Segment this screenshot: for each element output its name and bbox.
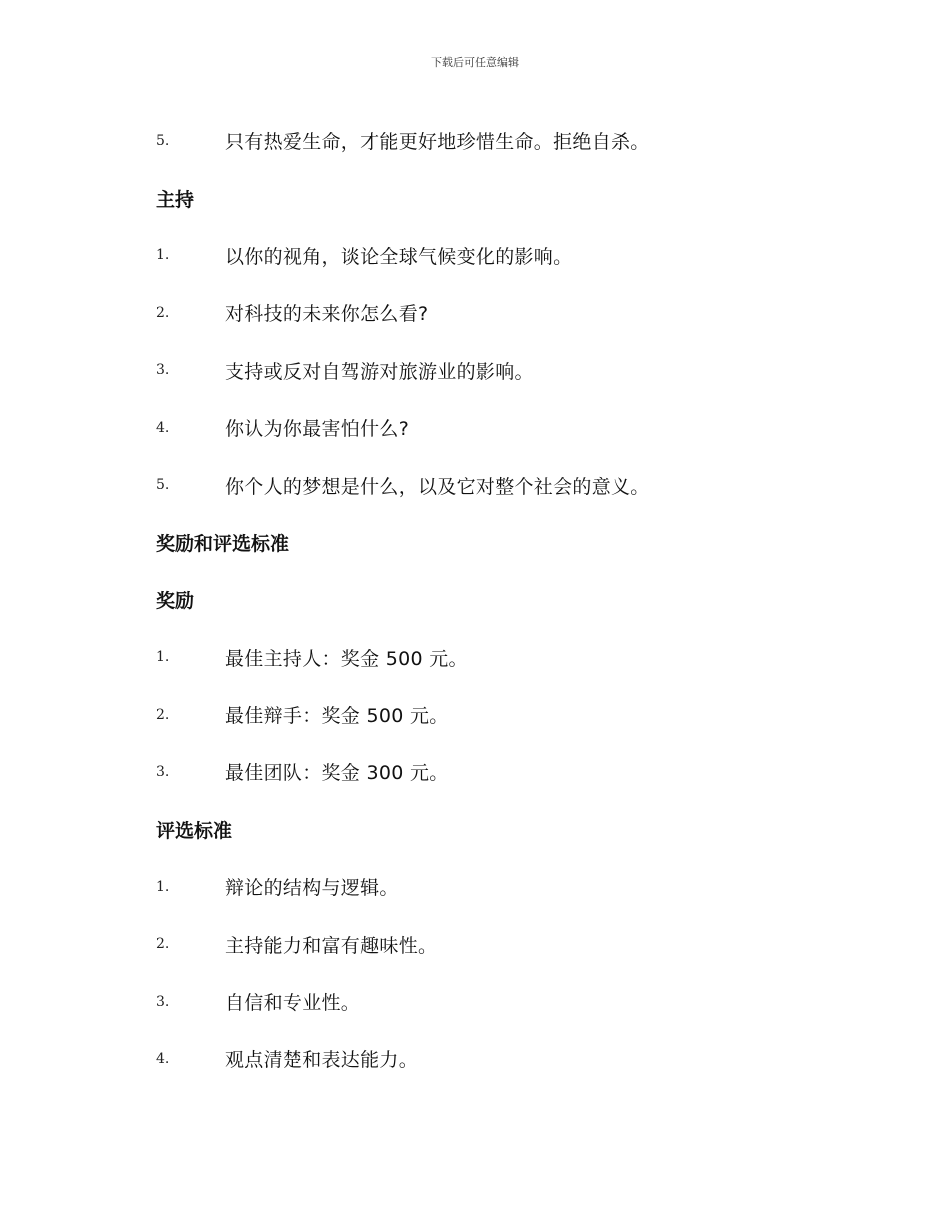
list-text: 最佳辩手：奖金 500 元。 [225, 705, 449, 728]
section-heading-awards [156, 571, 856, 628]
list-item [156, 456, 856, 513]
heading-text: 评选标准 [156, 819, 233, 842]
list-number: 3. [156, 763, 170, 780]
list-number: 1. [156, 878, 170, 895]
section-heading-hosting [156, 169, 856, 226]
list-item [156, 915, 856, 972]
heading-text: 奖励和评选标准 [156, 532, 290, 555]
list-item [156, 399, 856, 456]
list-item [156, 284, 856, 341]
list-item [156, 227, 856, 284]
list-item [156, 686, 856, 743]
heading-text: 主持 [156, 188, 195, 211]
list-number: 4. [156, 1050, 170, 1067]
list-text: 主持能力和富有趣味性。 [225, 934, 438, 957]
list-item [156, 629, 856, 686]
list-text: 你个人的梦想是什么，以及它对整个社会的意义。 [225, 475, 650, 498]
list-number: 3. [156, 362, 170, 379]
list-item [156, 112, 856, 169]
list-item [156, 858, 856, 915]
list-text: 观点清楚和表达能力。 [225, 1049, 419, 1072]
list-number: 5. [156, 132, 170, 149]
list-text: 以你的视角，谈论全球气候变化的影响。 [225, 245, 573, 268]
page-header: 下载后可任意编辑 [431, 56, 519, 69]
section-heading-criteria [156, 801, 856, 858]
list-number: 3. [156, 993, 170, 1010]
list-item [156, 743, 856, 800]
list-number: 2. [156, 304, 170, 321]
list-text: 最佳主持人：奖金 500 元。 [225, 647, 468, 670]
document-body [156, 112, 856, 1088]
section-heading-awards-criteria [156, 514, 856, 571]
list-number: 1. [156, 649, 170, 666]
list-number: 5. [156, 477, 170, 494]
list-text: 只有热爱生命，才能更好地珍惜生命。拒绝自杀。 [225, 131, 650, 154]
heading-text: 奖励 [156, 590, 195, 613]
list-number: 2. [156, 706, 170, 723]
list-item [156, 1030, 856, 1087]
list-number: 1. [156, 247, 170, 264]
list-item [156, 342, 856, 399]
list-text: 对科技的未来你怎么看? [225, 303, 429, 326]
list-text: 最佳团队：奖金 300 元。 [225, 762, 449, 785]
list-text: 自信和专业性。 [225, 992, 361, 1015]
list-item [156, 973, 856, 1030]
list-text: 支持或反对自驾游对旅游业的影响。 [225, 360, 534, 383]
list-number: 2. [156, 936, 170, 953]
list-number: 4. [156, 419, 170, 436]
list-text: 你认为你最害怕什么? [225, 418, 410, 441]
list-text: 辩论的结构与逻辑。 [225, 877, 399, 900]
